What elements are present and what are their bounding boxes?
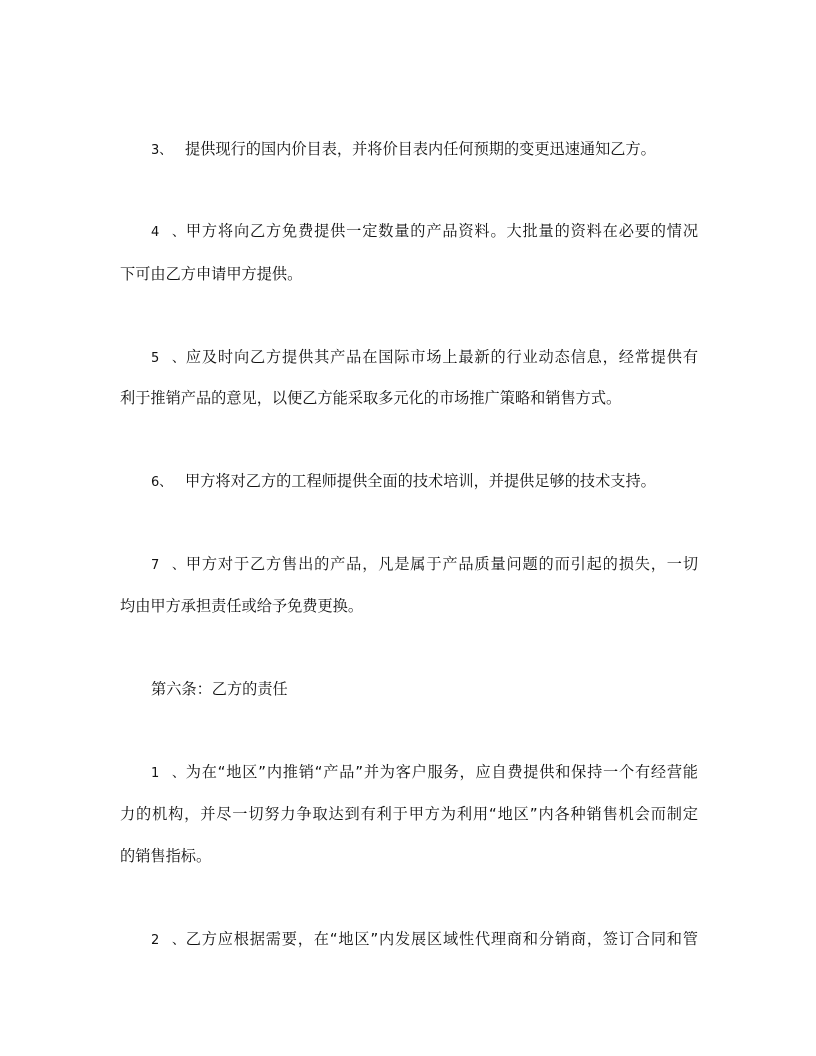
- clause-text: 甲方将向乙方免费提供一定数量的产品资料。大批量的资料在必要的情况: [185, 222, 698, 240]
- clause-7-line-1: [120, 553, 698, 577]
- clause-text: 提供现行的国内价目表，并将价目表内任何预期的变更迅速通知乙方。: [185, 140, 656, 158]
- clause-3: [120, 138, 698, 162]
- clause-text: 乙方应根据需要，在“地区”内发展区域性代理商和分销商，签订合同和管: [185, 930, 698, 948]
- clause-text: 力的机构，并尽一切努力争取达到有利于甲方为利用“地区”内各种销售机会而制定: [120, 805, 698, 823]
- section-heading-text: 第六条：乙方的责任: [151, 680, 288, 698]
- section-clause-1-line-3: [120, 845, 698, 867]
- clause-number: 3、: [151, 143, 173, 158]
- clause-4-line-2: [120, 263, 698, 285]
- clause-text: 的销售指标。: [120, 847, 212, 865]
- section-clause-1-line-2: [120, 803, 698, 825]
- clause-5-line-1: [120, 346, 698, 370]
- clause-number: 1、: [151, 766, 185, 781]
- section-heading: [120, 678, 698, 700]
- clause-text: 甲方将对乙方的工程师提供全面的技术培训，并提供足够的技术支持。: [185, 472, 656, 490]
- clause-text: 下可由乙方申请甲方提供。: [120, 265, 303, 283]
- clause-7-line-2: [120, 595, 698, 617]
- clause-number: 4、: [151, 225, 185, 240]
- clause-text: 应及时向乙方提供其产品在国际市场上最新的行业动态信息，经常提供有: [185, 348, 698, 366]
- section-clause-1-line-1: [120, 761, 698, 785]
- clause-5-line-2: [120, 387, 698, 409]
- clause-text: 甲方对于乙方售出的产品，凡是属于产品质量问题的而引起的损失，一切: [185, 555, 698, 573]
- clause-number: 6、: [151, 475, 173, 490]
- clause-number: 7、: [151, 558, 185, 573]
- clause-number: 2、: [151, 933, 185, 948]
- clause-text: 为在“地区”内推销“产品”并为客户服务，应自费提供和保持一个有经营能: [185, 763, 698, 781]
- clause-4-line-1: [120, 220, 698, 244]
- clause-text: 均由甲方承担责任或给予免费更换。: [120, 597, 363, 615]
- section-clause-2-line-1: [120, 928, 698, 952]
- clause-6: [120, 470, 698, 494]
- clause-text: 利于推销产品的意见，以便乙方能采取多元化的市场推广策略和销售方式。: [120, 389, 622, 407]
- clause-number: 5、: [151, 351, 185, 366]
